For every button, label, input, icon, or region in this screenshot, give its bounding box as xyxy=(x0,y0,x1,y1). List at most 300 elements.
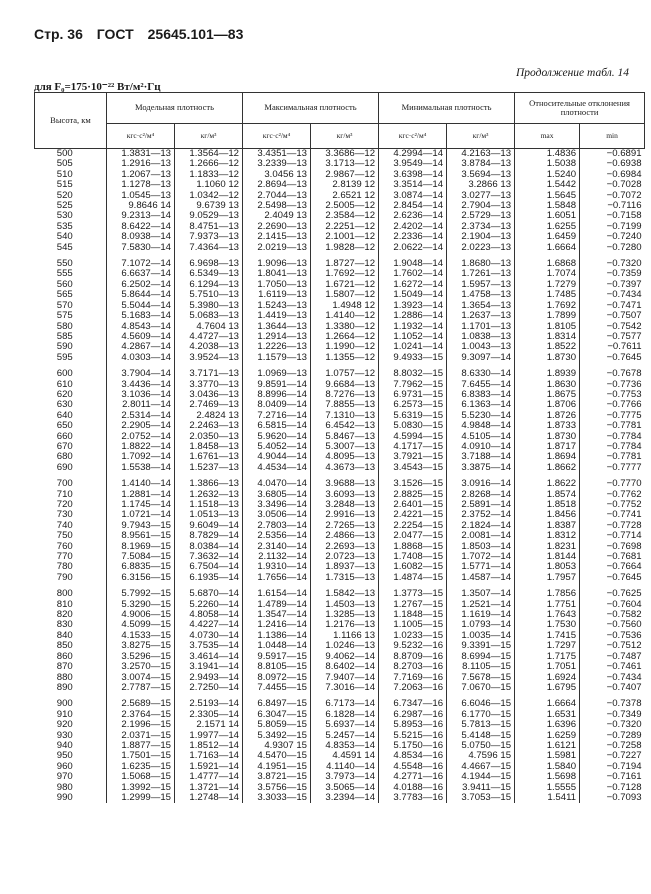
altitude-cell: 800 xyxy=(56,588,73,600)
table-cell: −0.7407 xyxy=(580,683,645,693)
table-cell: 9.0529—13 xyxy=(175,211,243,221)
table-cell: 1.8822—14 xyxy=(107,442,175,452)
altitude-cell: 990 xyxy=(56,791,73,803)
altitude-cell: 680 xyxy=(56,451,73,463)
table-cell: 3.5296—15 xyxy=(107,652,175,662)
table-cell: 2.5689—15 xyxy=(107,699,175,709)
table-cell: 1.8726 xyxy=(515,411,580,421)
altitude-cell: 710 xyxy=(56,488,73,500)
table-cell: 1.7692—12 xyxy=(311,269,379,279)
table-cell: −0.7199 xyxy=(580,222,645,232)
table-cell: 1.9048—14 xyxy=(379,259,447,269)
table-cell: 6.1770—15 xyxy=(447,710,515,720)
altitude-cell: 780 xyxy=(56,561,73,573)
table-cell: 3.2339—13 xyxy=(243,159,311,169)
altitude-cell: 700 xyxy=(56,478,73,490)
table-cell: 1.8574 xyxy=(515,490,580,500)
table-cell: 2.0223—13 xyxy=(447,243,515,253)
table-cell: 3.3033—15 xyxy=(243,793,311,803)
table-cell: 1.0545—13 xyxy=(107,191,175,201)
altitude-cell: 720 xyxy=(56,499,73,510)
altitude-cell: 515 xyxy=(56,179,73,191)
unit-kg: кг/м³ xyxy=(311,124,379,149)
unit-kg: кг/м³ xyxy=(447,124,515,149)
table-cell: 1.2886—14 xyxy=(379,311,447,321)
table-cell: 1.5957—13 xyxy=(447,280,515,290)
table-cell: 2.7044—13 xyxy=(243,191,311,201)
table-cell: 7.2716—14 xyxy=(243,411,311,421)
table-cell: 9.2313—14 xyxy=(107,211,175,221)
altitude-cell: 690 xyxy=(56,461,73,473)
table-cell: −0.7784 xyxy=(580,432,645,442)
table-cell: −0.7487 xyxy=(580,652,645,662)
table-cell: 2.2251—12 xyxy=(311,222,379,232)
table-cell: 2.5193—14 xyxy=(175,699,243,709)
table-cell: 3.1941—14 xyxy=(175,662,243,672)
table-cell: 1.6459 xyxy=(515,232,580,242)
table-cell: −0.7240 xyxy=(580,232,645,242)
table-cell: 1.8053 xyxy=(515,562,580,572)
table-cell: 1.8312 xyxy=(515,531,580,541)
table-cell: −0.7359 xyxy=(580,269,645,279)
table-cell: 1.2999—15 xyxy=(107,793,175,803)
table-cell: 1.7175 xyxy=(515,652,580,662)
table-cell: 4.9307 15 xyxy=(243,741,311,751)
table-cell: 3.6805—14 xyxy=(243,490,311,500)
table-cell: 1.7501—15 xyxy=(107,751,175,761)
table-cell: 8.6994—15 xyxy=(447,652,515,662)
table-cell: 1.9977—14 xyxy=(175,731,243,741)
table-row xyxy=(35,793,645,803)
table-cell: 1.6272—14 xyxy=(379,280,447,290)
table-cell: 4.9848—14 xyxy=(447,421,515,431)
unit-max: max xyxy=(515,124,580,149)
table-cell: 4.0910—14 xyxy=(447,442,515,452)
table-cell: 1.1701—13 xyxy=(447,322,515,332)
table-cell: 5.8644—14 xyxy=(107,290,175,300)
table-cell: 3.7188—14 xyxy=(447,452,515,462)
table-cell: 1.1932—14 xyxy=(379,322,447,332)
table-cell: 3.3875—14 xyxy=(447,463,515,473)
table-cell: 3.5065—14 xyxy=(311,783,379,793)
table-cell: −0.7397 xyxy=(580,280,645,290)
table-cell: 2.4221—15 xyxy=(379,510,447,520)
table-cell: −0.6984 xyxy=(580,170,645,180)
table-cell: 3.0874—14 xyxy=(379,191,447,201)
table-cell: 2.0622—14 xyxy=(379,243,447,253)
table-cell: 1.0246—13 xyxy=(311,641,379,651)
table-row xyxy=(35,772,645,782)
table-row xyxy=(35,463,645,473)
table-cell: 1.4948 12 xyxy=(311,301,379,311)
table-cell: 3.1713—12 xyxy=(311,159,379,169)
table-cell: 1.8231 xyxy=(515,542,580,552)
table-cell: 8.9561—15 xyxy=(107,531,175,541)
table-cell: 8.8709—16 xyxy=(379,652,447,662)
table-cell: 2.0350—13 xyxy=(175,432,243,442)
altitude-cell: 740 xyxy=(56,519,73,531)
table-cell: 1.3992—15 xyxy=(107,783,175,793)
table-cell: 3.3514—14 xyxy=(379,180,447,190)
table-cell: 1.5038 xyxy=(515,159,580,169)
table-cell: 2.8454—14 xyxy=(379,201,447,211)
table-cell: −0.7741 xyxy=(580,510,645,520)
table-cell: 2.8139 12 xyxy=(311,180,379,190)
table-cell: 3.7535—14 xyxy=(175,641,243,651)
table-cell: 6.7173—14 xyxy=(311,699,379,709)
table-cell: −0.7116 xyxy=(580,201,645,211)
table-cell: 3.0506—14 xyxy=(243,510,311,520)
table-cell: 1.7261—13 xyxy=(447,269,515,279)
table-cell: 1.4789—14 xyxy=(243,600,311,610)
table-cell: 2.9493—14 xyxy=(175,673,243,683)
altitude-cell: 505 xyxy=(56,158,73,170)
table-cell: 1.8706 xyxy=(515,400,580,410)
table-cell: 1.3923—14 xyxy=(379,301,447,311)
altitude-cell: 540 xyxy=(56,231,73,243)
table-row xyxy=(35,421,645,431)
table-cell: 4.4667—15 xyxy=(447,762,515,772)
table-cell: 4.5548—16 xyxy=(379,762,447,772)
table-cell: 2.6521 12 xyxy=(311,191,379,201)
table-cell: 1.5807—12 xyxy=(311,290,379,300)
table-cell: 2.5498—13 xyxy=(243,201,311,211)
table-cell: 9.4062—14 xyxy=(311,652,379,662)
table-cell: −0.7781 xyxy=(580,421,645,431)
table-cell: 1.1166 13 xyxy=(311,631,379,641)
table-cell: 1.3654—13 xyxy=(447,301,515,311)
altitude-cell: 560 xyxy=(56,278,73,290)
table-cell: 1.7297 xyxy=(515,641,580,651)
table-cell: 1.2748—14 xyxy=(175,793,243,803)
altitude-cell: 555 xyxy=(56,268,73,280)
table-cell: 5.8059—15 xyxy=(243,720,311,730)
table-cell: −0.7280 xyxy=(580,243,645,253)
table-cell: 1.4758—13 xyxy=(447,290,515,300)
table-cell: −0.7753 xyxy=(580,390,645,400)
table-cell: 1.6259 xyxy=(515,731,580,741)
table-cell: 2.1132—14 xyxy=(243,552,311,562)
table-cell: 1.7751 xyxy=(515,600,580,610)
table-cell: 3.4543—15 xyxy=(379,463,447,473)
table-cell: 3.7783—16 xyxy=(379,793,447,803)
table-cell: 6.4542—13 xyxy=(311,421,379,431)
table-cell: −0.7542 xyxy=(580,322,645,332)
table-cell: −0.7227 xyxy=(580,751,645,761)
table-cell: 5.4148—15 xyxy=(447,731,515,741)
table-cell: 1.7957 xyxy=(515,573,580,583)
table-cell: 6.8497—15 xyxy=(243,699,311,709)
table-cell: 1.6119—13 xyxy=(243,290,311,300)
table-cell: 5.9620—14 xyxy=(243,432,311,442)
table-cell: 1.5921—14 xyxy=(175,762,243,772)
table-cell: 1.4140—12 xyxy=(311,311,379,321)
table-cell: 1.1355—12 xyxy=(311,353,379,363)
table-cell: 6.1828—14 xyxy=(311,710,379,720)
table-cell: 6.8835—15 xyxy=(107,562,175,572)
altitude-cell: 730 xyxy=(56,509,73,521)
table-cell: −0.7762 xyxy=(580,490,645,500)
table-cell: 1.7051 xyxy=(515,662,580,672)
table-cell: 1.8503—14 xyxy=(447,542,515,552)
table-cell: −0.7728 xyxy=(580,521,645,531)
table-cell: −0.7775 xyxy=(580,411,645,421)
table-cell: −0.7784 xyxy=(580,442,645,452)
table-cell: 3.4351—13 xyxy=(243,149,311,160)
table-cell: 3.0074—15 xyxy=(107,673,175,683)
altitude-cell: 580 xyxy=(56,320,73,332)
table-cell: 2.7469—13 xyxy=(175,400,243,410)
table-cell: 1.6761—13 xyxy=(175,452,243,462)
table-cell: 1.0721—14 xyxy=(107,510,175,520)
table-cell: 8.8105—15 xyxy=(243,662,311,672)
table-cell: 1.7899 xyxy=(515,311,580,321)
table-cell: 2.3305—14 xyxy=(175,710,243,720)
table-cell: 1.5842—13 xyxy=(311,589,379,599)
altitude-cell: 510 xyxy=(56,168,73,180)
table-cell: 1.7692 xyxy=(515,301,580,311)
table-cell: 9.3391—15 xyxy=(447,641,515,651)
table-cell: 3.3770—13 xyxy=(175,380,243,390)
table-cell: 2.3734—13 xyxy=(447,222,515,232)
table-cell: 7.5084—15 xyxy=(107,552,175,562)
table-cell: 2.7803—14 xyxy=(243,521,311,531)
table-cell: 9.6739 13 xyxy=(175,201,243,211)
table-cell: 4.9044—14 xyxy=(243,452,311,462)
table-cell: 3.2866 13 xyxy=(447,180,515,190)
table-cell: 4.1140—14 xyxy=(311,762,379,772)
table-cell: 8.7829—14 xyxy=(175,531,243,541)
table-cell: 3.9688—13 xyxy=(311,479,379,489)
table-cell: 1.6121 xyxy=(515,741,580,751)
table-cell: 1.7163—14 xyxy=(175,751,243,761)
table-cell: 7.9373—13 xyxy=(175,232,243,242)
table-cell: 1.3721—14 xyxy=(175,783,243,793)
table-cell: −0.7645 xyxy=(580,573,645,583)
table-cell: 1.8458—13 xyxy=(175,442,243,452)
table-cell: 5.3980—13 xyxy=(175,301,243,311)
table-cell: 1.4140—14 xyxy=(107,479,175,489)
table-cell: 1.6051 xyxy=(515,211,580,221)
table-cell: 1.4874—15 xyxy=(379,573,447,583)
table-cell: 3.8275—15 xyxy=(107,641,175,651)
table-cell: 2.7250—14 xyxy=(175,683,243,693)
altitude-cell: 770 xyxy=(56,551,73,563)
table-cell: 3.5756—15 xyxy=(243,783,311,793)
altitude-cell: 550 xyxy=(56,258,73,270)
altitude-cell: 970 xyxy=(56,771,73,783)
table-cell: 2.4866—13 xyxy=(311,531,379,541)
table-cell: 4.1717—15 xyxy=(379,442,447,452)
table-cell: 1.6795 xyxy=(515,683,580,693)
table-cell: −0.7681 xyxy=(580,552,645,562)
table-cell: 1.8733 xyxy=(515,421,580,431)
table-cell: −0.7752 xyxy=(580,500,645,510)
unit-kgs: кгс·с²/м⁴ xyxy=(107,124,175,149)
table-cell: 2.5005—12 xyxy=(311,201,379,211)
table-cell: 6.1935—14 xyxy=(175,573,243,583)
table-cell: 1.8937—13 xyxy=(311,562,379,572)
table-cell: 1.0838—13 xyxy=(447,332,515,342)
table-row xyxy=(35,662,645,672)
altitude-cell: 620 xyxy=(56,388,73,400)
table-cell: 7.1310—13 xyxy=(311,411,379,421)
table-cell: 1.2521—14 xyxy=(447,600,515,610)
altitude-cell: 790 xyxy=(56,571,73,583)
table-cell: 1.8662 xyxy=(515,463,580,473)
table-cell: 9.8591—14 xyxy=(243,380,311,390)
table-cell: 2.3752—14 xyxy=(447,510,515,520)
table-cell: 4.9006—15 xyxy=(107,610,175,620)
table-cell: 7.7169—16 xyxy=(379,673,447,683)
min-density-header: Минимальная плотность xyxy=(379,93,515,124)
table-cell: 8.7276—13 xyxy=(311,390,379,400)
table-cell: −0.7678 xyxy=(580,369,645,379)
table-cell: −0.7582 xyxy=(580,610,645,620)
table-cell: 1.1579—13 xyxy=(243,353,311,363)
table-cell: 2.1904—13 xyxy=(447,232,515,242)
table-cell: 5.6870—14 xyxy=(175,589,243,599)
table-cell: 3.4614—14 xyxy=(175,652,243,662)
table-cell: 1.7279 xyxy=(515,280,580,290)
table-cell: 3.0277—13 xyxy=(447,191,515,201)
table-cell: 1.8456 xyxy=(515,510,580,520)
table-cell: 2.2463—13 xyxy=(175,421,243,431)
table-cell: 5.5044—14 xyxy=(107,301,175,311)
altitude-cell: 590 xyxy=(56,341,73,353)
table-cell: −0.7072 xyxy=(580,191,645,201)
table-cell: 8.1969—15 xyxy=(107,542,175,552)
table-cell: 1.8630 xyxy=(515,380,580,390)
altitude-cell: 650 xyxy=(56,420,73,432)
table-cell: 1.0513—13 xyxy=(175,510,243,520)
table-cell: 2.9916—13 xyxy=(311,510,379,520)
table-cell: 5.7510—13 xyxy=(175,290,243,300)
table-cell: 2.4824 13 xyxy=(175,411,243,421)
table-cell: 1.5771—14 xyxy=(447,562,515,572)
table-cell: 1.4419—13 xyxy=(243,311,311,321)
table-cell: 6.6637—14 xyxy=(107,269,175,279)
unit-kgs: кгс·с²/м⁴ xyxy=(243,124,311,149)
unit-min: min xyxy=(580,124,645,149)
altitude-cell: 565 xyxy=(56,289,73,301)
table-cell: −0.7378 xyxy=(580,699,645,709)
table-cell: 1.2176—13 xyxy=(311,620,379,630)
table-cell: 2.8011—14 xyxy=(107,400,175,410)
table-cell: 8.0384—14 xyxy=(175,542,243,552)
table-cell: 3.7904—14 xyxy=(107,369,175,379)
table-cell: 5.1683—14 xyxy=(107,311,175,321)
table-cell: 3.2848—13 xyxy=(311,500,379,510)
table-cell: 1.2916—13 xyxy=(107,159,175,169)
table-cell: 1.5237—13 xyxy=(175,463,243,473)
altitude-header: Высота, км xyxy=(35,93,107,149)
table-cell: 4.5994—15 xyxy=(379,432,447,442)
table-cell: 1.7856 xyxy=(515,589,580,599)
relative-deviation-header: Относительные отклонения плотности xyxy=(515,93,645,124)
table-cell: −0.7604 xyxy=(580,600,645,610)
table-cell: 3.9411—15 xyxy=(447,783,515,793)
table-cell: 2.8268—14 xyxy=(447,490,515,500)
table-cell: 9.6684—13 xyxy=(311,380,379,390)
table-cell: −0.7698 xyxy=(580,542,645,552)
table-cell: 7.1072—14 xyxy=(107,259,175,269)
altitude-cell: 500 xyxy=(56,148,73,159)
table-cell: 2.6236—14 xyxy=(379,211,447,221)
altitude-cell: 760 xyxy=(56,540,73,552)
table-cell: 2.7787—15 xyxy=(107,683,175,693)
table-cell: 3.0436—13 xyxy=(175,390,243,400)
altitude-cell: 670 xyxy=(56,440,73,452)
table-cell: 1.6154—14 xyxy=(243,589,311,599)
table-cell: 1.7602—14 xyxy=(379,269,447,279)
table-cell: 2.7265—13 xyxy=(311,521,379,531)
table-cell: 4.4227—14 xyxy=(175,620,243,630)
table-cell: 1.7530 xyxy=(515,620,580,630)
table-cell: 1.5049—14 xyxy=(379,290,447,300)
table-cell: 4.0730—14 xyxy=(175,631,243,641)
table-cell: 5.3492—15 xyxy=(243,731,311,741)
table-cell: 1.3866—13 xyxy=(175,479,243,489)
table-cell: −0.7714 xyxy=(580,531,645,541)
table-cell: 1.8522 xyxy=(515,342,580,352)
table-cell: 1.9828—12 xyxy=(311,243,379,253)
table-cell: 4.5099—15 xyxy=(107,620,175,630)
table-cell: 7.5830—14 xyxy=(107,243,175,253)
table-cell: 3.3496—14 xyxy=(243,500,311,510)
table-cell: 1.3644—13 xyxy=(243,322,311,332)
table-cell: 4.8058—14 xyxy=(175,610,243,620)
altitude-cell: 595 xyxy=(56,351,73,363)
table-cell: 6.6046—15 xyxy=(447,699,515,709)
table-cell: −0.7434 xyxy=(580,673,645,683)
table-cell: 4.2771—16 xyxy=(379,772,447,782)
table-cell: 6.1363—14 xyxy=(447,400,515,410)
table-cell: 6.5815—14 xyxy=(243,421,311,431)
altitude-cell: 525 xyxy=(56,200,73,212)
table-cell: 8.1105—15 xyxy=(447,662,515,672)
table-cell: 1.8512—14 xyxy=(175,741,243,751)
table-cell: 1.2914—13 xyxy=(243,332,311,342)
table-cell: 2.1001—12 xyxy=(311,232,379,242)
table-cell: 1.8727—12 xyxy=(311,259,379,269)
table-cell: 2.1415—13 xyxy=(243,232,311,242)
table-cell: 2.8694—13 xyxy=(243,180,311,190)
unit-kg: кг/м³ xyxy=(175,124,243,149)
table-cell: 1.5442 xyxy=(515,180,580,190)
table-cell: 1.2666—12 xyxy=(175,159,243,169)
altitude-cell: 585 xyxy=(56,330,73,342)
table-cell: 1.3547—14 xyxy=(243,610,311,620)
table-cell: 8.6402—14 xyxy=(311,662,379,672)
table-cell: −0.7645 xyxy=(580,353,645,363)
table-cell: 5.3007—13 xyxy=(311,442,379,452)
table-cell: 4.8534—16 xyxy=(379,751,447,761)
table-cell: 7.5678—15 xyxy=(447,673,515,683)
table-cell: 1.6396 xyxy=(515,720,580,730)
table-cell: 3.8721—15 xyxy=(243,772,311,782)
table-cell: 1.3773—15 xyxy=(379,589,447,599)
table-cell: 3.6093—13 xyxy=(311,490,379,500)
table-cell: 4.0303—14 xyxy=(107,353,175,363)
table-cell: 1.9310—14 xyxy=(243,562,311,572)
table-cell: 9.7943—15 xyxy=(107,521,175,531)
table-cell: 4.4727—13 xyxy=(175,332,243,342)
table-cell: 8.0972—15 xyxy=(243,673,311,683)
table-cell: 1.0448—14 xyxy=(243,641,311,651)
table-cell: 1.1052—14 xyxy=(379,332,447,342)
table-cell: 6.7347—16 xyxy=(379,699,447,709)
